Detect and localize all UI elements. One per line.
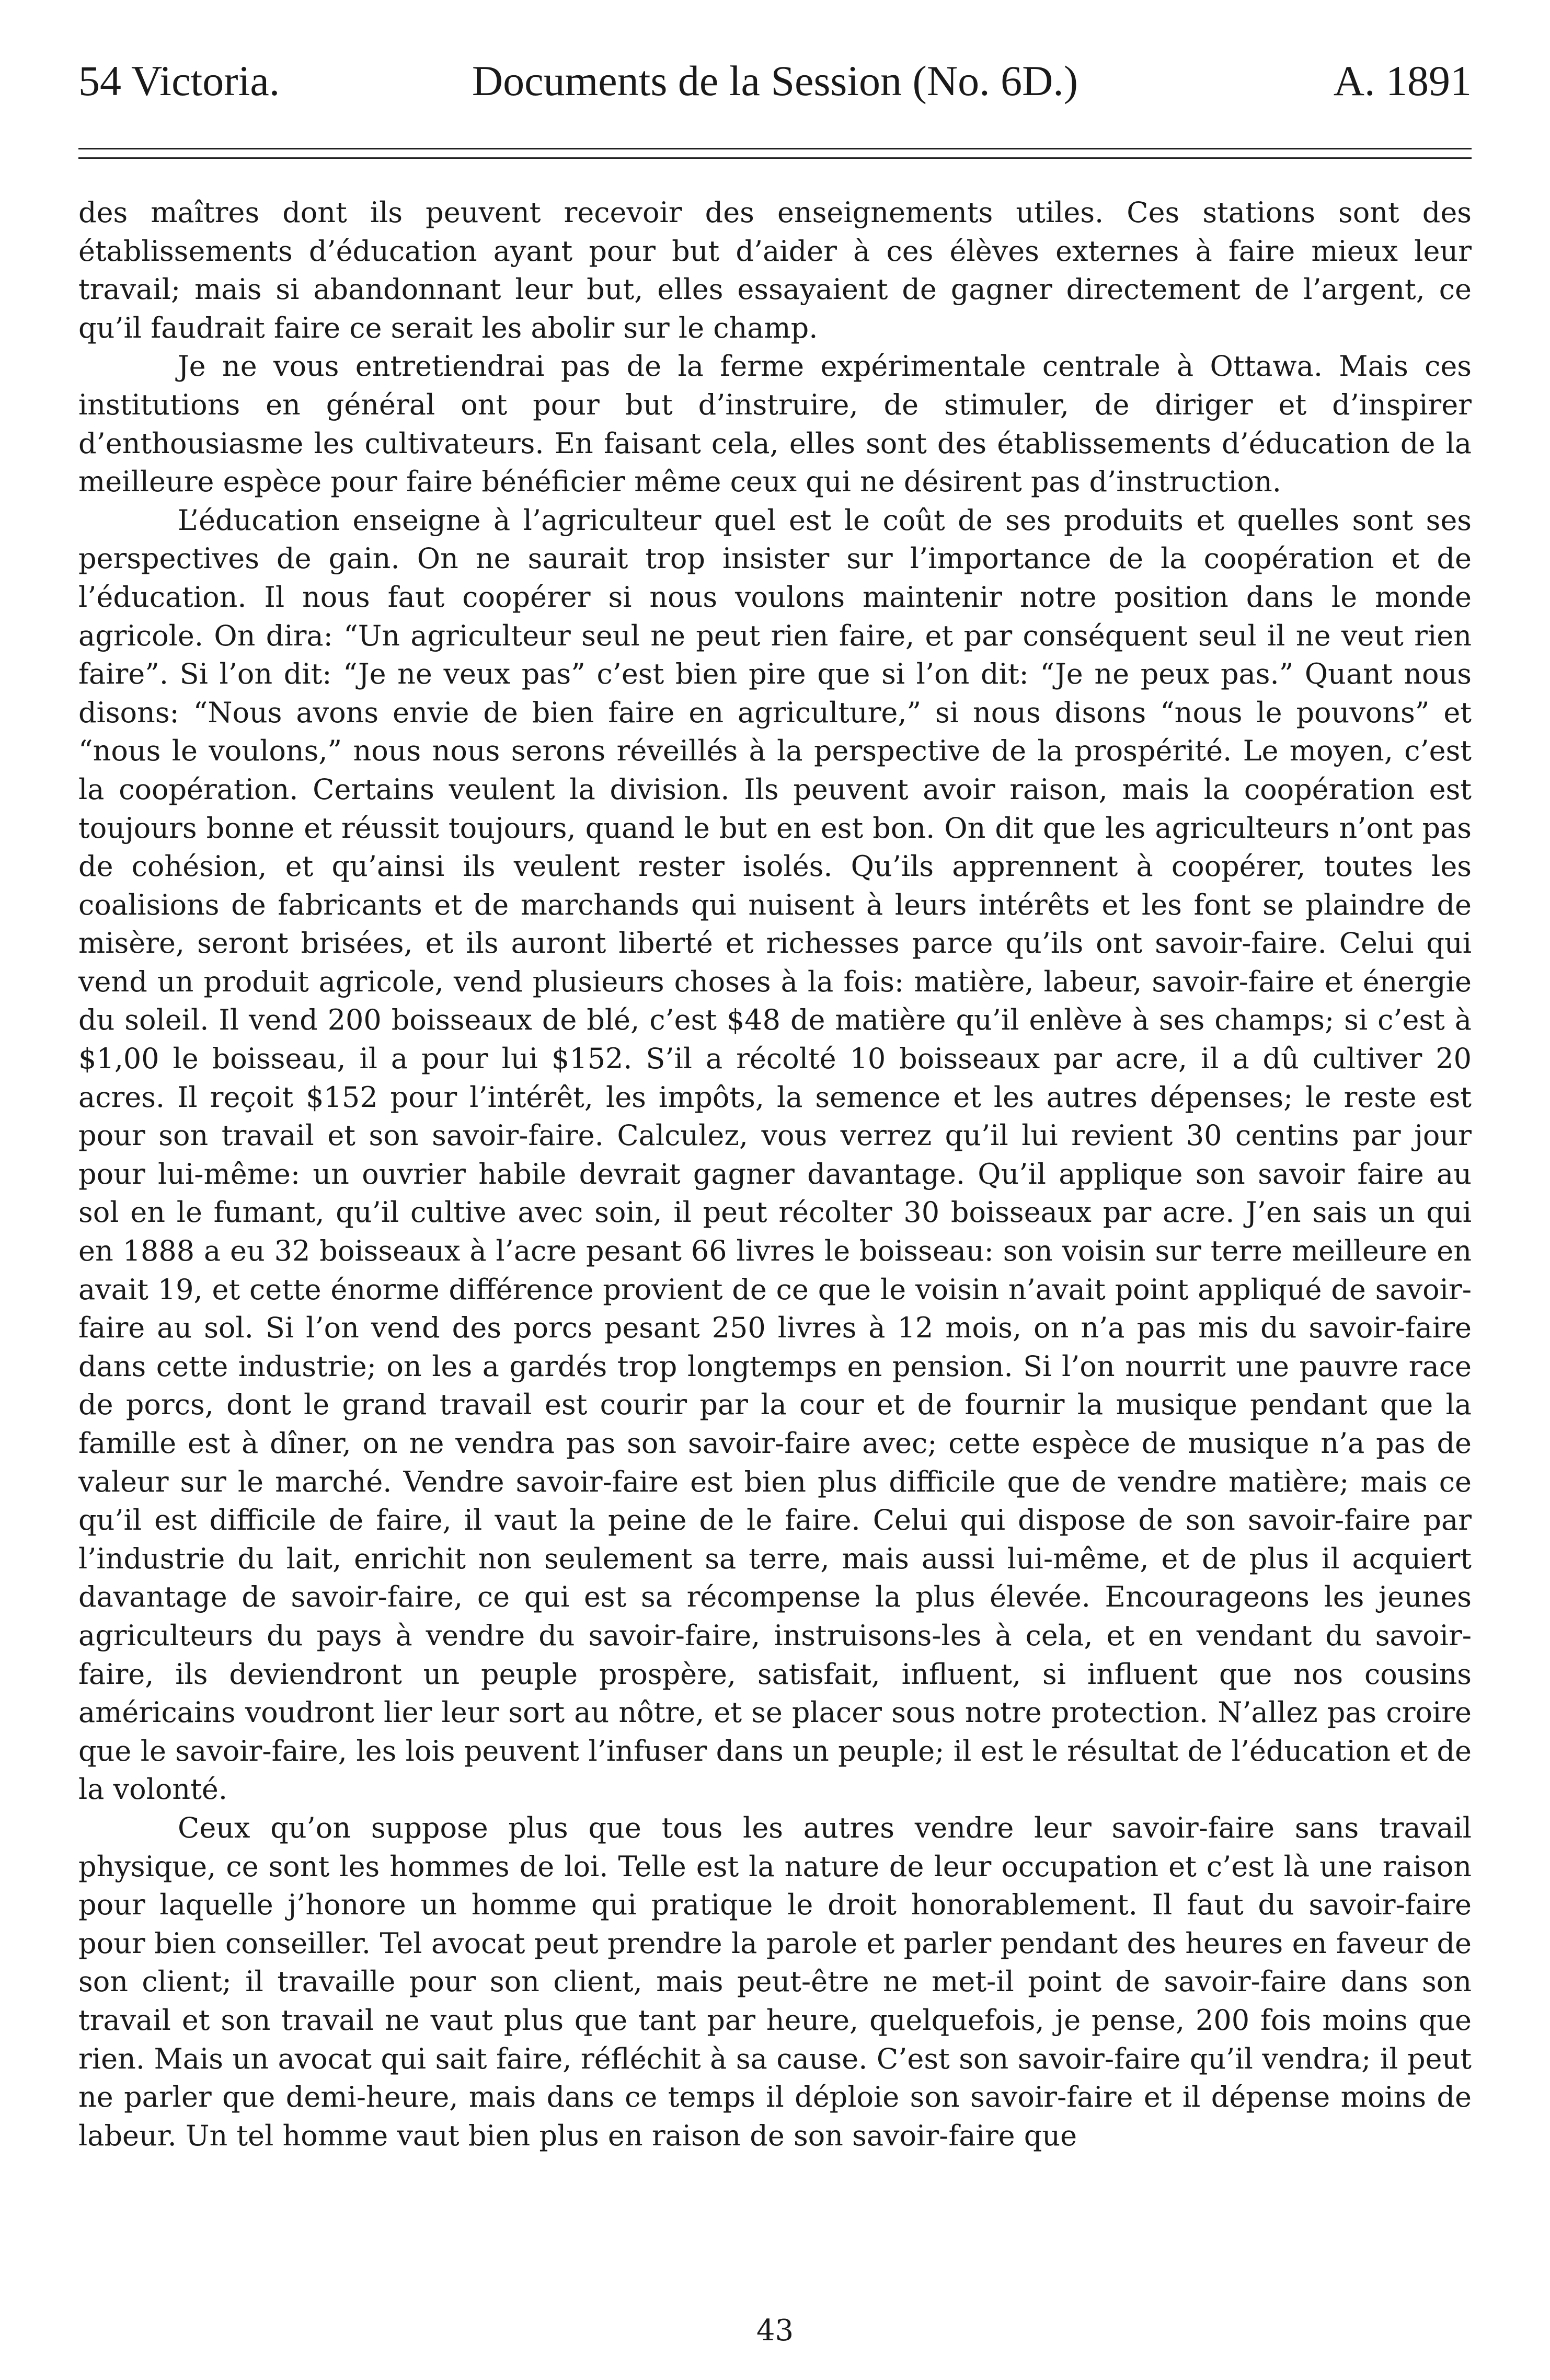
header-rule-bottom <box>78 157 1472 159</box>
header-rule-top <box>78 148 1472 149</box>
paragraph-continuation: des maîtres dont ils peuvent recevoir des enseignements utiles. Ces stations sont des établissements d’éducation ayant pour but d’aider à ces élèves externes à faire mieux leur travail; mais si abandonnant leur but, elles essayaient de gagner directement de l’argent, ce qu’il faudrait faire ce serait les abolir sur le champ. <box>78 196 1472 344</box>
paragraph-education-cooperation: L’éducation enseigne à l’agriculteur quel est le coût de ses produits et quelles sont ses perspectives de gain. On ne saurait trop insister sur l’importance de la coopération et de l’éducation. Il nous faut coopérer si nous voulons maintenir notre position dans le monde agricole. On dira: “Un agriculteur seul ne peut rien faire, et par conséquent seul il ne veut rien faire”. Si l’on dit: “Je ne veux pas” c’est bien pire que si l’on dit: “Je ne peux pas.” Quant nous disons: “Nous avons envie de bien faire en agriculture,” si nous disons “nous le pouvons” et “nous le voulons,” nous nous serons réveillés à la perspective de la prospérité. Le moyen, c’est la coopération. Certains veulent la division. Ils peuvent avoir raison, mais la coopération est toujours bonne et réussit toujours, quand le but en est bon. On dit que les agriculteurs n’ont pas de cohésion, et qu’ainsi ils veulent rester isolés. Qu’ils apprennent à coopérer, toutes les coalisions de fabricants et de marchands qui nuisent à leurs intérêts et les font se plaindre de misère, seront brisées, et ils auront liberté et richesses parce qu’ils ont savoir-faire. Celui qui vend un produit agricole, vend plusieurs choses à la fois: matière, labeur, savoir-faire et énergie du soleil. Il vend 200 boisseaux de blé, c’est $48 de matière qu’il enlève à ses champs; si c’est à $1,00 le boisseau, il a pour lui $152. S’il a récolté 10 boisseaux par acre, il a dû cultiver 20 acres. Il reçoit $152 pour l’intérêt, les impôts, la semence et les autres dépenses; le reste est pour son travail et son savoir-faire. Calculez, vous verrez qu’il lui revient 30 centins par jour pour lui-même: un ouvrier habile devrait gagner davantage. Qu’il applique son savoir faire au sol en le fumant, qu’il cultive avec soin, il peut récolter 30 boisseaux par acre. J’en sais un qui en 1888 a eu 32 boisseaux à l’acre pesant 66 livres le boisseau: son voisin sur terre meilleure en avait 19, et cette énorme différence provient de ce que le voisin n’avait point appliqué de savoir-faire au sol. Si l’on vend des porcs pesant 250 livres à 12 mois, on n’a pas mis du savoir-faire dans cette industrie; on les a gardés trop longtemps en pension. Si l’on nourrit une pauvre race de porcs, dont le grand travail est courir par la cour et de fournir la musique pendant que la famille est à dîner, on ne vendra pas son savoir-faire avec; cette espèce de musique n’a pas de valeur sur le marché. Vendre savoir-faire est bien plus difficile que de vendre matière; mais ce qu’il est difficile de faire, il vaut la peine de le faire. Celui qui dispose de son savoir-faire par l’industrie du lait, enrichit non seulement sa terre, mais aussi lui-même, et de plus il acquiert davantage de savoir-faire, ce qui est sa récompense la plus élevée. Encourageons les jeunes agriculteurs du pays à vendre du savoir-faire, instruisons-les à cela, et en vendant du savoir-faire, ils deviendront un peuple prospère, satisfait, influent, si influent que nos cousins américains voudront lier leur sort au nôtre, et se placer sous notre protection. N’allez pas croire que le savoir-faire, les lois peuvent l’infuser dans un peuple; il est le résultat de l’éducation et de la volonté. <box>78 503 1472 1806</box>
paragraph-hommes-de-loi: Ceux qu’on suppose plus que tous les autres vendre leur savoir-faire sans travail physique, ce sont les hommes de loi. Telle est la nature de leur occupation et c’est là une raison pour laquelle j’honore un homme qui pratique le droit honorablement. Il faut du savoir-faire pour bien conseiller. Tel avocat peut prendre la parole et parler pendant des heures en faveur de son client; il travaille pour son client, mais peut-être ne met-il point de savoir-faire dans son travail et son travail ne vaut plus que tant par heure, quelquefois, je pense, 200 fois moins que rien. Mais un avocat qui sait faire, réfléchit à sa cause. C’est son savoir-faire qu’il vendra; il peut ne parler que demi-heure, mais dans ce temps il déploie son savoir-faire et il dépense moins de labeur. Un tel homme vaut bien plus en raison de son savoir-faire que <box>78 1811 1472 2152</box>
body-text <box>78 193 1472 2155</box>
header-session-title: Documents de la Session (No. 6D.) <box>472 57 1078 105</box>
paragraph-ferme-experimentale: Je ne vous entretiendrai pas de la ferme expérimentale centrale à Ottawa. Mais ces institutions en général ont pour but d’instruire, de stimuler, de diriger et d’inspirer d’enthousiasme les cultivateurs. En faisant cela, elles sont des établissements d’éducation de la meilleure espèce pour faire bénéficier même ceux qui ne désirent pas d’instruction. <box>78 350 1472 499</box>
header-year: A. 1891 <box>1333 57 1472 105</box>
header-volume: 54 Victoria. <box>78 57 280 105</box>
page-number: 43 <box>756 2314 794 2348</box>
running-header <box>78 50 1472 112</box>
